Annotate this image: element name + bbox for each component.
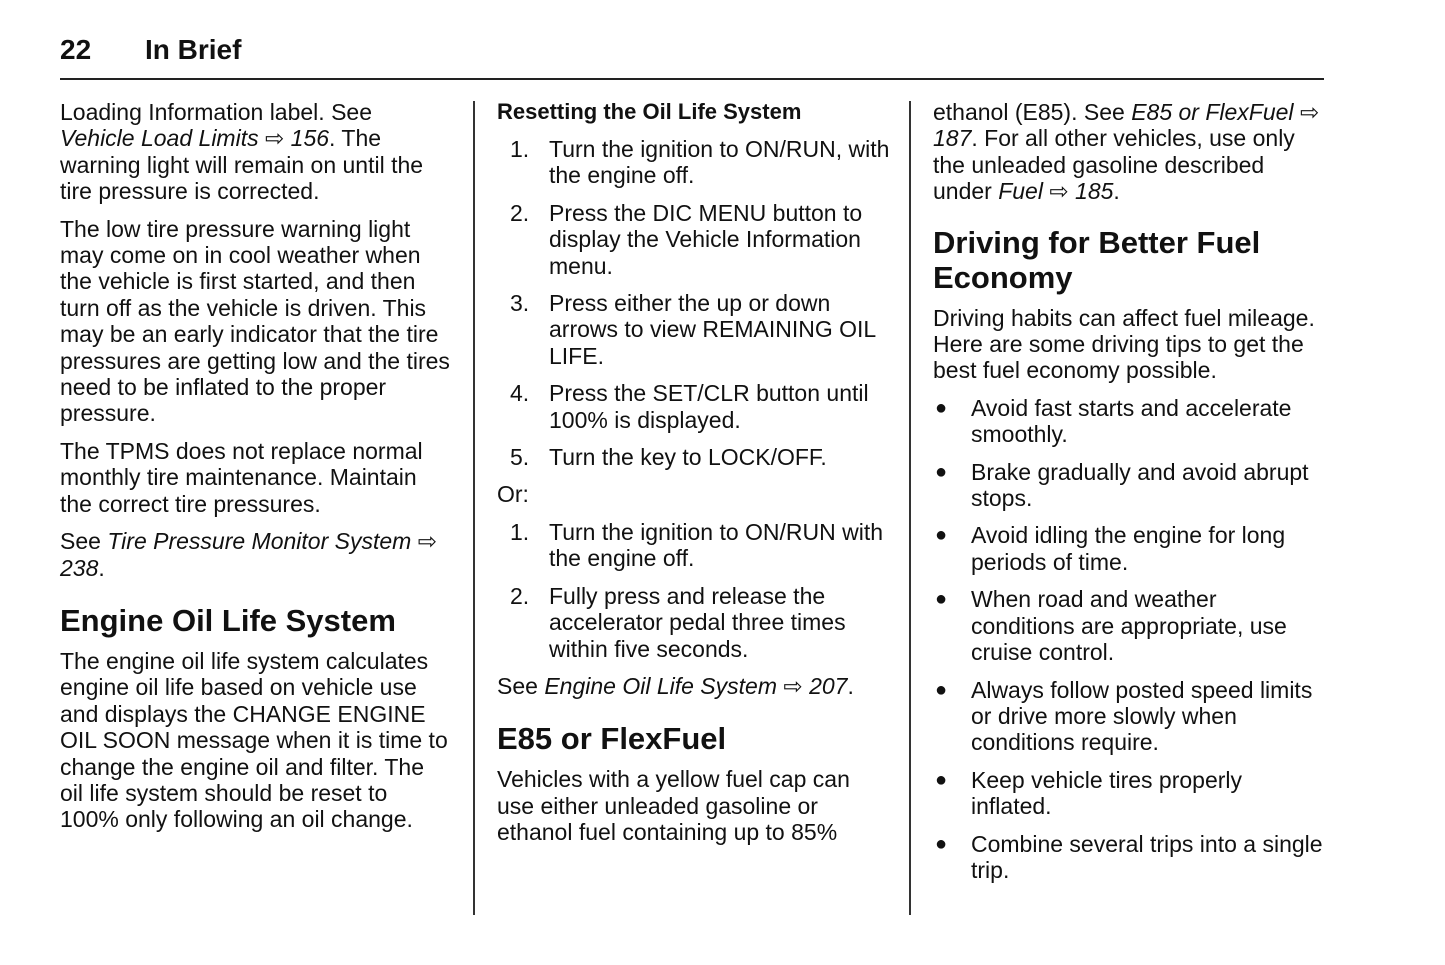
step-number: 4. xyxy=(510,380,530,407)
paragraph: Vehicles with a yellow fuel cap can use either unleaded gasoline or ethanol fuel containing up to 85% xyxy=(497,766,850,846)
text: . xyxy=(1113,178,1120,205)
reference-arrow-icon: ⇨ xyxy=(1299,99,1320,125)
list-item xyxy=(933,767,1325,820)
list-item xyxy=(933,831,1325,884)
list-item xyxy=(497,444,892,470)
column-2 xyxy=(497,99,892,857)
paragraph: The TPMS does not replace normal monthly tire maintenance. Maintain the correct tire pressures. xyxy=(60,437,423,517)
step-number: 2. xyxy=(510,582,530,609)
list-item xyxy=(497,519,892,572)
cross-reference-link[interactable]: Tire Pressure Monitor System xyxy=(107,528,412,555)
bullet-icon: ● xyxy=(935,588,948,611)
text: . xyxy=(847,672,854,699)
list-item xyxy=(933,677,1325,756)
tip-text: Brake gradually and avoid abrupt stops. xyxy=(971,458,1309,512)
subheading: Resetting the Oil Life System xyxy=(497,99,802,124)
list-item xyxy=(933,459,1325,512)
reference-arrow-icon: ⇨ xyxy=(783,672,803,699)
page-number: 22 xyxy=(60,34,92,65)
step-number: 3. xyxy=(510,290,530,317)
step-text: Press either the up or down arrows to view REMAINING OIL LIFE. xyxy=(549,290,876,369)
bullet-icon: ● xyxy=(935,460,948,483)
list-item xyxy=(497,200,892,279)
steps-list xyxy=(497,136,892,470)
bullet-icon: ● xyxy=(935,396,948,419)
step-text: Turn the key to LOCK/OFF. xyxy=(549,444,827,471)
tip-text: Always follow posted speed limits or drive more slowly when conditions require. xyxy=(971,676,1313,756)
tip-text: When road and weather conditions are appropriate, use cruise control. xyxy=(971,586,1287,666)
list-item xyxy=(933,395,1325,448)
list-item xyxy=(497,583,892,662)
paragraph xyxy=(933,99,1325,205)
tip-text: Keep vehicle tires properly inflated. xyxy=(971,766,1243,820)
bullet-icon: ● xyxy=(935,768,948,791)
list-item xyxy=(497,136,892,189)
column-divider xyxy=(909,101,911,915)
step-text: Press the SET/CLR button until 100% is displayed. xyxy=(549,380,869,433)
tip-text: Avoid idling the engine for long periods of time. xyxy=(971,522,1286,575)
list-item xyxy=(497,380,892,433)
steps-list xyxy=(497,519,892,662)
list-item xyxy=(497,290,892,369)
cross-reference-link[interactable]: Fuel xyxy=(998,178,1043,205)
step-number: 1. xyxy=(510,136,530,162)
page-reference[interactable]: 187 xyxy=(933,125,972,152)
page-reference[interactable]: 238 xyxy=(60,554,99,581)
text: . For all other vehicles, use only the unleaded gasoline described under xyxy=(933,125,1295,205)
bullet-icon: ● xyxy=(935,678,948,701)
section-heading: Engine Oil Life System xyxy=(60,602,396,638)
text: Loading Information label. See xyxy=(60,99,372,125)
section-heading: Driving for Better Fuel Economy xyxy=(933,224,1261,295)
reference-arrow-icon: ⇨ xyxy=(1049,178,1069,205)
text: See xyxy=(60,528,108,555)
text: . xyxy=(98,554,105,581)
step-text: Turn the ignition to ON/RUN with the engine off. xyxy=(549,518,884,572)
tips-list xyxy=(933,395,1325,884)
page-reference[interactable]: 156 xyxy=(290,125,330,152)
cross-reference-link[interactable]: E85 or FlexFuel xyxy=(1131,99,1294,125)
text: . The warning light will remain on until the tire pressure is corrected. xyxy=(60,125,424,205)
list-item xyxy=(933,522,1325,575)
paragraph: The engine oil life system calculates engine oil life based on vehicle use and displays the CHANGE ENGINE OIL SOON message when it is time to change the engine oil and filter. The oil life system should be reset to 100% only following an oil change. xyxy=(60,647,448,833)
bullet-icon: ● xyxy=(935,524,948,547)
step-number: 5. xyxy=(510,444,530,471)
step-text: Fully press and release the accelerator pedal three times within five seconds. xyxy=(549,582,846,662)
list-item xyxy=(933,586,1325,665)
page-reference[interactable]: 207 xyxy=(809,672,848,699)
column-1 xyxy=(60,99,452,844)
column-divider xyxy=(473,101,475,915)
paragraph xyxy=(60,99,452,205)
paragraph: The low tire pressure warning light may come on in cool weather when the vehicle is first started, and then turn off as the vehicle is driven. This may be an early indicator that the tire pressures are getting low and the tires need to be inflated to the proper pressure. xyxy=(60,215,450,427)
tip-text: Avoid fast starts and accelerate smoothly. xyxy=(971,394,1292,448)
column-3 xyxy=(933,99,1325,894)
cross-reference-link[interactable]: Engine Oil Life System xyxy=(544,672,777,699)
paragraph xyxy=(60,528,452,581)
page-reference[interactable]: 185 xyxy=(1075,178,1114,205)
section-title: In Brief xyxy=(145,34,242,65)
step-text: Press the DIC MENU button to display the Vehicle Information menu. xyxy=(549,199,863,279)
step-number: 1. xyxy=(510,518,530,545)
section-heading: E85 or FlexFuel xyxy=(497,721,727,757)
text: ethanol (E85). See xyxy=(933,99,1132,125)
reference-arrow-icon: ⇨ xyxy=(417,528,437,555)
reference-arrow-icon: ⇨ xyxy=(264,125,285,152)
step-number: 2. xyxy=(510,199,530,226)
or-label: Or: xyxy=(497,481,529,508)
bullet-icon: ● xyxy=(935,832,948,855)
cross-reference-link[interactable]: Vehicle Load Limits xyxy=(60,125,259,152)
paragraph xyxy=(497,673,892,699)
tip-text: Combine several trips into a single trip. xyxy=(971,830,1323,883)
paragraph: Driving habits can affect fuel mileage. Here are some driving tips to get the best fuel economy possible. xyxy=(933,304,1315,384)
step-text: Turn the ignition to ON/RUN, with the engine off. xyxy=(549,136,890,189)
text: See xyxy=(497,672,545,699)
header-rule xyxy=(60,78,1324,80)
